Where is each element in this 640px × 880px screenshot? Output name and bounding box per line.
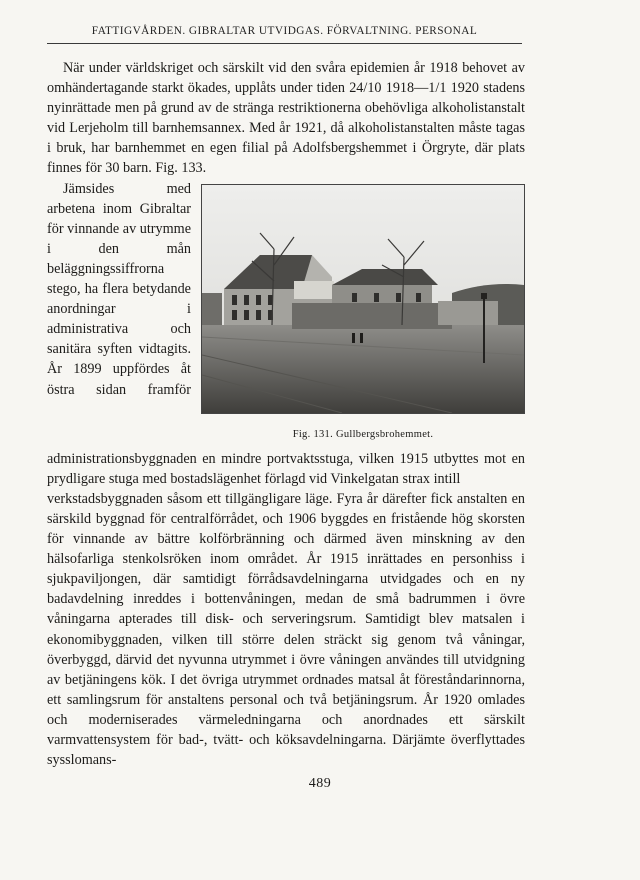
running-head: FATTIGVÅRDEN. GIBRALTAR UTVIDGAS. FÖRVALTNING. PERSONAL xyxy=(91,25,478,37)
paragraph-continuation: verkstadsbyggnaden såsom ett tillgängligare läge. Fyra år därefter fick anstalten en särskild byggnad för centralförrådet, och 1906 byggdes en fristående hög skorsten för vinnande av bättre kolförbränning och därmed även minskning av den hälsofarliga stenkolsröken inom området. År 1915 inrättades en personhiss i sjukpaviljongen, där samtidigt förrådsavdelningarna utvidgades och en ny badavdelning inreddes i bottenvåningen, medan de små badrummen i övre våningarna apterades till disk- och serveringsrum. Samtidigt blev matsalen i ekonomibyggnaden, vilken till större delen sträckt sig genom två våningar, överbyggd, därvid det nyvunna utrymmet i övre våningen användes till utvidgning av betjäningens kök. I det övriga utrymmet ordnades matsal åt föreståndarinnorna, ett samlingsrum för anstaltens personal och två betjäningsrum. År 1920 omlades och moderniserades värmeledningarna och anordnades ett särskilt varmvattensystem för bad-, tvätt- och köksavdelningarna. Därjämte överflyttades sysslomans- xyxy=(47,490,525,769)
building-photograph xyxy=(201,184,525,414)
paragraph: Jämsides med arbetena inom Gibraltar för vinnande av utrymme i den mån beläggningssiffrorna stego, ha flera betydande anordningar i administrativa och sanitära syften vidtagits. År 1899 uppfördes åt östra sidan framför administrationsbyggnaden en mindre portvaktsstuga, vilken 1915 utbyttes mot en prydligare stuga med bostadslägenhet förlagd vid Vinkelgatan strax intill xyxy=(47,180,525,487)
page-number: 489 xyxy=(308,776,332,791)
header-rule xyxy=(47,43,522,44)
figure-caption: Fig. 131. Gullbergsbrohemmet. xyxy=(292,428,434,440)
paragraph: När under världskriget och särskilt vid den svåra epidemien år 1918 behovet av omhändertagande starkt ökades, upplåts under tiden 24/10 1918—1/1 1920 stadens nyinrättade men på grund av de stränga restriktionerna obehövliga alkoholistanstalt vid Lerjeholm till barnhemsannex. Med år 1921, då alkoholistanstalten måste tagas i bruk, har barnhemmet en egen filial på Adolfsbergshemmet i Örgryte, där plats finnes för 30 barn. Fig. 133. xyxy=(47,60,525,177)
figure xyxy=(201,184,525,445)
body-text xyxy=(47,58,525,770)
